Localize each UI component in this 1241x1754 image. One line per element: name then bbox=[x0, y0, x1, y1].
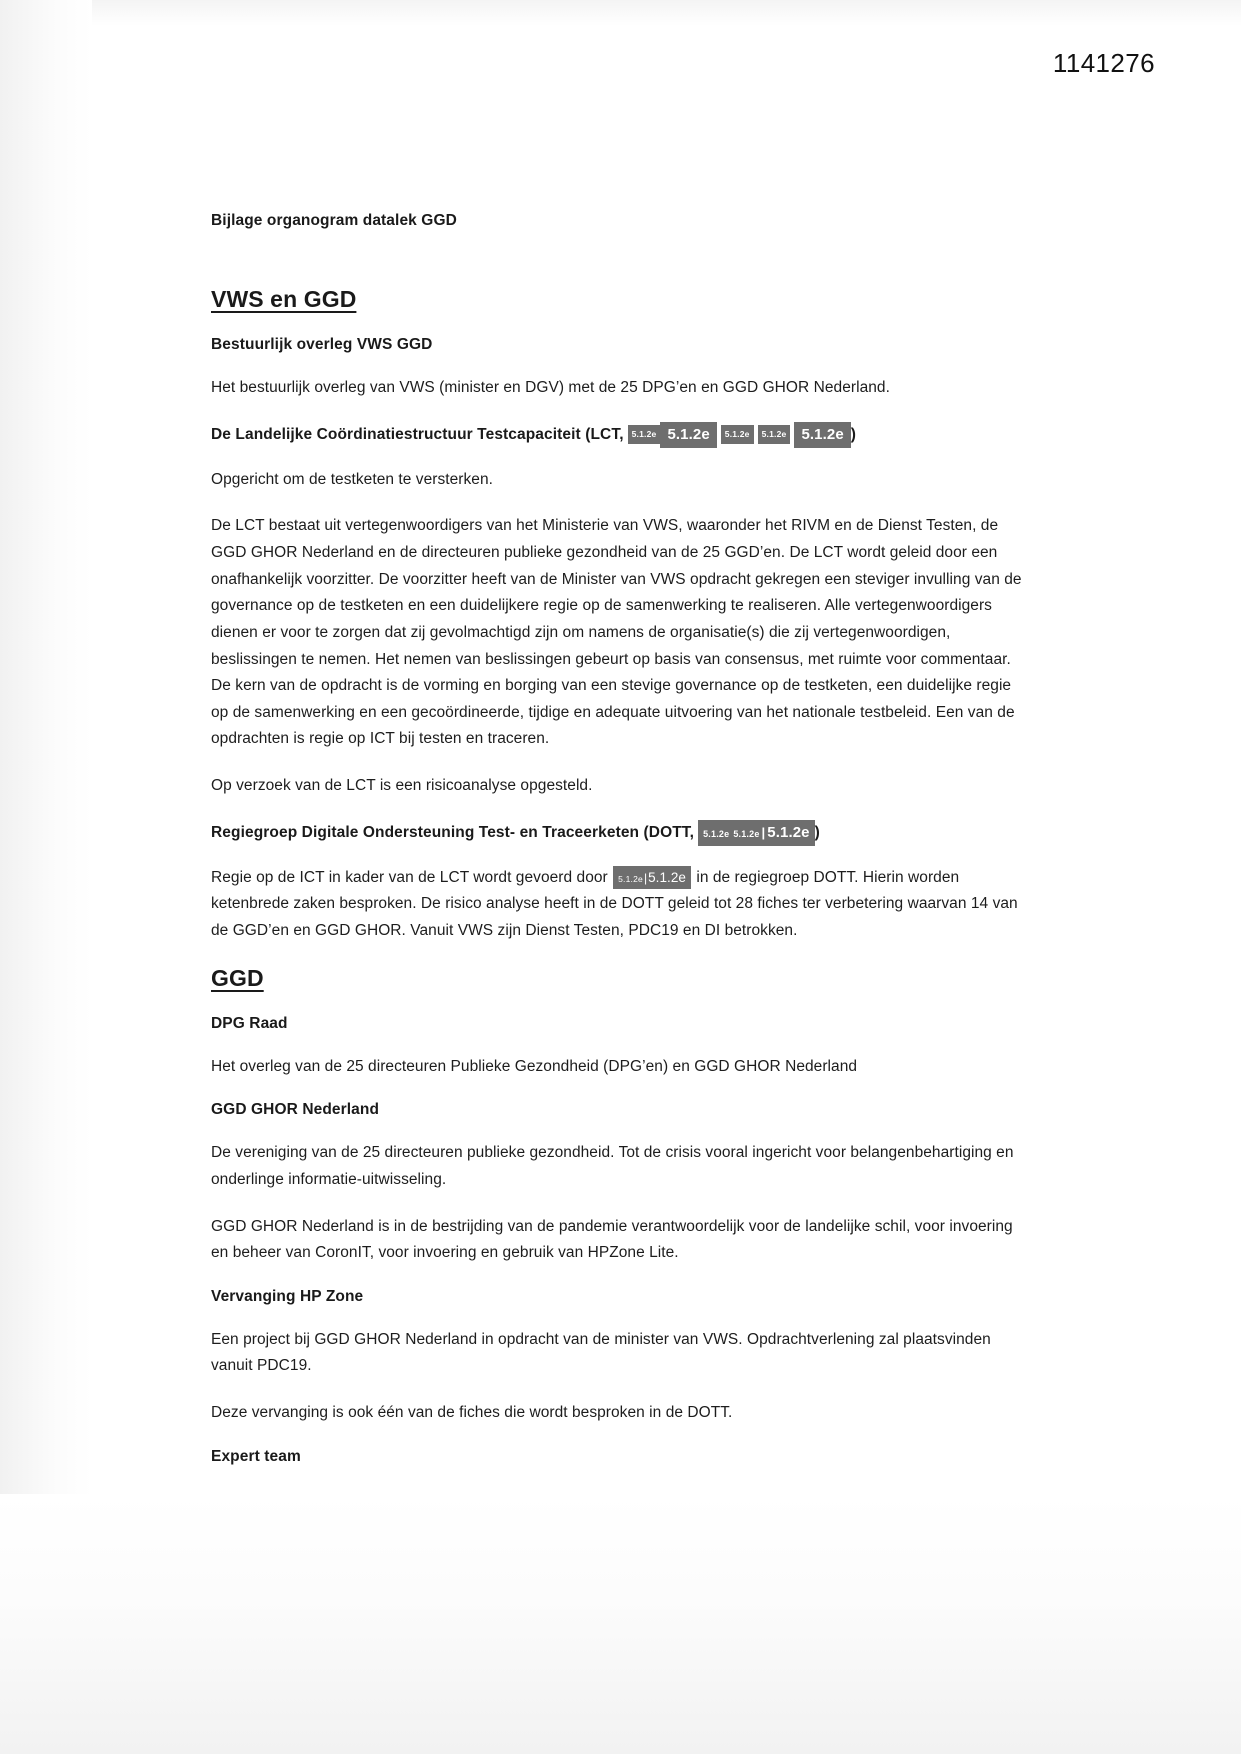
redaction-box-lct-3: 5.1.2e bbox=[721, 425, 754, 444]
redaction-box-dott-group bbox=[698, 820, 815, 846]
paragraph-dott-prefix: Regie op de ICT in kader van de LCT wordt gevoerd door bbox=[211, 868, 608, 886]
paragraph-bestuurlijk-overleg: Het bestuurlijk overleg van VWS (minister en DGV) met de 25 DPG’en en GGD GHOR Nederland. bbox=[211, 378, 890, 396]
section-heading-vws-en-ggd: VWS en GGD bbox=[211, 286, 357, 312]
paragraph-vervanging-fiches: Deze vervanging is ook één van de fiches die wordt besproken in de DOTT. bbox=[211, 1404, 733, 1422]
document-number: 1141276 bbox=[1052, 48, 1155, 78]
subheading-lct bbox=[211, 422, 1023, 448]
paragraph-lct-opgericht: Opgericht om de testketen te versterken. bbox=[211, 470, 493, 488]
redaction-label-dott-1: 5.1.2e bbox=[703, 828, 730, 839]
paragraph-ggd-ghor-vereniging: De vereniging van de 25 directeuren publieke gezondheid. Tot de crisis vooral ingericht voor belangenbehartiging en onderlinge informatie-uitwisseling. bbox=[211, 1144, 1014, 1188]
subheading-bestuurlijk-overleg: Bestuurlijk overleg VWS GGD bbox=[211, 336, 433, 353]
scan-edge-bottom bbox=[0, 1494, 1241, 1754]
redaction-label-dott-2: 5.1.2e bbox=[733, 828, 760, 839]
redaction-separator-inline: | bbox=[643, 871, 648, 886]
subheading-lct-prefix: De Landelijke Coördinatiestructuur Testcapaciteit (LCT, bbox=[211, 425, 624, 443]
paragraph-ggd-ghor-bestrijding: GGD GHOR Nederland is in de bestrijding van de pandemie verantwoordelijk voor de landelijke schil, voor invoering en beheer van CoronIT, voor invoering en gebruik van HPZone Lite. bbox=[211, 1217, 1013, 1262]
paragraph-lct-risicoanalyse: Op verzoek van de LCT is een risicoanalyse opgesteld. bbox=[211, 777, 593, 795]
subheading-vervanging-hp-zone: Vervanging HP Zone bbox=[211, 1287, 364, 1305]
paragraph-dpg-raad: Het overleg van de 25 directeuren Publieke Gezondheid (DPG’en) en GGD GHOR Nederland bbox=[211, 1057, 858, 1075]
subheading-lct-suffix: ) bbox=[850, 425, 857, 443]
subheading-dott-suffix: ) bbox=[814, 823, 820, 841]
section-heading-ggd: GGD bbox=[211, 964, 264, 991]
subheading-expert-team: Expert team bbox=[211, 1447, 301, 1465]
redaction-box-dott-inline bbox=[613, 866, 691, 889]
document-subject: Bijlage organogram datalek GGD bbox=[211, 212, 457, 229]
redaction-label-inline-2: 5.1.2e bbox=[648, 870, 686, 886]
redaction-label-dott-3: 5.1.2e bbox=[767, 823, 810, 841]
scan-edge-left bbox=[0, 0, 92, 1754]
subheading-dpg-raad: DPG Raad bbox=[211, 1014, 288, 1032]
redaction-box-lct-1: 5.1.2e bbox=[628, 425, 661, 444]
subheading-ggd-ghor-nederland: GGD GHOR Nederland bbox=[211, 1101, 380, 1119]
paragraph-dott-suffix: in de regiegroep DOTT. Hierin worden ketenbrede zaken besproken. De risico analyse heeft in de DOTT geleid tot 28 fiches ter verbetering waarvan 14 van de GGD’en en GGD GHOR. Vanuit VWS zijn Dienst Testen, PDC19 en DI betrokken. bbox=[211, 868, 1018, 940]
redaction-box-lct-4: 5.1.2e bbox=[758, 425, 791, 444]
paragraph-vervanging-body: Een project bij GGD GHOR Nederland in opdracht van de minister van VWS. Opdrachtverlening zal plaatsvinden vanuit PDC19. bbox=[211, 1330, 991, 1375]
redaction-separator-dott: | bbox=[761, 824, 766, 840]
paragraph-lct-samenstelling: De LCT bestaat uit vertegenwoordigers van het Ministerie van VWS, waaronder het RIVM en de Dienst Testen, de GGD GHOR Nederland en de directeuren publieke gezondheid van de 25 GGD’en. De LCT wordt geleid door een onafhankelijk voorzitter. De voorzitter heeft van de Minister van VWS opdracht gekregen een steviger invulling van de governance op de testketen en een duidelijkere regie op de samenwerking te realiseren. Alle vertegenwoordigers dienen er voor te zorgen dat zij gevolmachtigd zijn om namens de organisatie(s) die zij vertegenwoordigen, beslissingen te nemen. Het nemen van beslissingen gebeurt op basis van consensus, met ruimte voor commentaar. De kern van de opdracht is de vorming en borging van een stevige governance op de testketen, een duidelijke regie op de samenwerking en een gecoördineerde, tijdige en adequate uitvoering van het nationale testbeleid. Een van de opdrachten is regie op ICT bij testen en traceren. bbox=[211, 517, 1022, 748]
paragraph-dott-body bbox=[211, 865, 1023, 945]
subheading-dott bbox=[211, 820, 1023, 846]
subheading-dott-prefix: Regiegroep Digitale Ondersteuning Test- en Traceerketen (DOTT, bbox=[211, 823, 695, 841]
scan-edge-top bbox=[0, 0, 1241, 26]
redaction-box-lct-5: 5.1.2e bbox=[794, 422, 850, 448]
redaction-label-inline-1: 5.1.2e bbox=[618, 874, 643, 885]
redaction-box-lct-2: 5.1.2e bbox=[660, 422, 716, 448]
document-content bbox=[211, 212, 1023, 1487]
